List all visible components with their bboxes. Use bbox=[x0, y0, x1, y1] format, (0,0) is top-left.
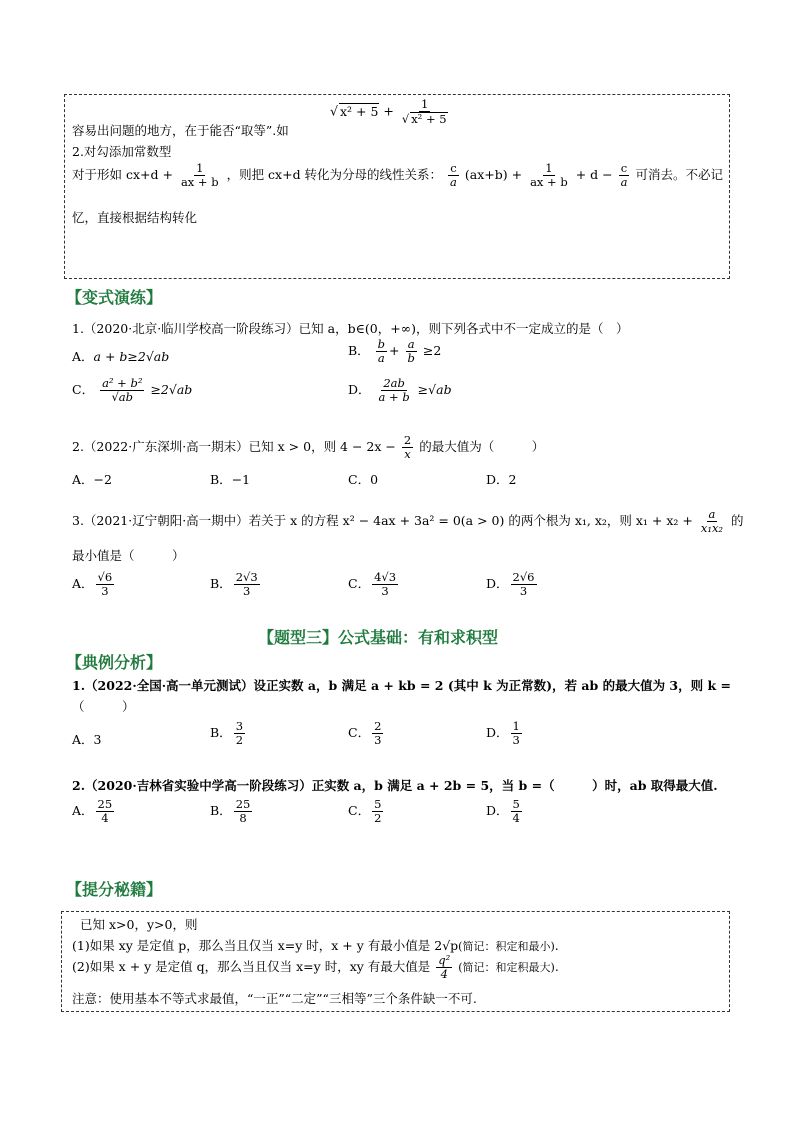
q4-option-b: B． $\frac{3}{2}$ bbox=[210, 719, 244, 748]
q4-option-a: A．3 bbox=[72, 732, 102, 747]
section-title-type3: 【题型三】公式基础：有和求积型 bbox=[258, 628, 499, 647]
q3-option-c: C． $\frac{4√3}{3}$ bbox=[348, 570, 397, 599]
q5-option-b: B． $\frac{25}{8}$ bbox=[210, 797, 251, 826]
box1-line3: 对于形如 cx+d + $\frac{1}{ax + b}$ ，则把 cx+d 转化为分母的线性关系： $\frac{c}{a}$ (ax+b) + $\frac{1}{ax + b}$ + d − $\frac{c}{a}$ 可消去。不必记 bbox=[72, 161, 723, 190]
q5-option-d: D． $\frac{5}{4}$ bbox=[486, 797, 520, 826]
heading-variant-practice: 【变式演练】 bbox=[66, 288, 163, 307]
box1-line4: 忆，直接根据结构转化 bbox=[72, 210, 198, 225]
q5-option-a: A． $\frac{25}{4}$ bbox=[72, 797, 113, 826]
box1-expression: √ x² + 5 + $\frac{1}{\text{√ x² + 5}}$ bbox=[330, 97, 447, 127]
q2-stem: 2.（2022·广东深圳·高一期末）已知 x > 0，则 4 − 2x − $\frac{2}{x}$ 的最大值为（ ） bbox=[72, 433, 545, 462]
q1-option-b: B． $\frac{b}{a}$ + $\frac{a}{b}$ ≥2 bbox=[348, 337, 442, 366]
box2-line2: (1)如果 xy 是定值 p，那么当且仅当 x=y 时，x + y 有最小值是 2√p(简记：积定和最小). bbox=[72, 938, 559, 953]
q4-option-d: D． $\frac{1}{3}$ bbox=[486, 719, 520, 748]
q4-stem-line2: （ ） bbox=[72, 699, 135, 714]
q5-option-c: C． $\frac{5}{2}$ bbox=[348, 797, 382, 826]
q3-stem: 3.（2021·辽宁朝阳·高一期中）若关于 x 的方程 x² − 4ax + 3a² = 0(a > 0) 的两个根为 x₁, x₂，则 x₁ + x₂ + $\frac{a}{\text{x₁x₂}}$ 的 bbox=[72, 507, 744, 536]
box1-line1: 容易出问题的地方，在于能否“取等”.如 bbox=[72, 123, 289, 138]
q4-option-c: C． $\frac{2}{3}$ bbox=[348, 719, 382, 748]
q3-option-a: A． $\frac{√6}{3}$ bbox=[72, 570, 113, 599]
q1-stem: 1.（2020·北京·临川学校高一阶段练习）已知 a，b∈(0，+∞)，则下列各式中不一定成立的是（ ） bbox=[72, 321, 629, 336]
q1-option-c: C． $\frac{\text{a² + b²}}{√ab}$ ≥2√ab bbox=[72, 376, 193, 405]
q5-stem: 2.（2020·吉林省实验中学高一阶段练习）正实数 a，b 满足 a + 2b = 5，当 b =（ ）时，ab 取得最大值. bbox=[72, 778, 718, 793]
box2-line4: 注意：使用基本不等式求最值，“一正”“二定”“三相等”三个条件缺一不可. bbox=[72, 991, 477, 1006]
q4-stem: 1.（2022·全国·高一单元测试）设正实数 a，b 满足 a + kb = 2 (其中 k 为正常数)，若 ab 的最大值为 3，则 k = bbox=[72, 678, 731, 693]
q1-option-d: D． $\frac{2ab}{a + b}$ ≥√ab bbox=[348, 376, 452, 405]
box1-line2: 2.对勾添加常数型 bbox=[72, 144, 172, 159]
q3-stem-line2: 最小值是（ ） bbox=[72, 548, 185, 563]
q2-option-b: B．−1 bbox=[210, 472, 251, 487]
heading-example-analysis: 【典例分析】 bbox=[66, 653, 163, 672]
q3-option-d: D． $\frac{2√6}{3}$ bbox=[486, 570, 535, 599]
q2-option-d: D．2 bbox=[486, 472, 517, 487]
q2-option-a: A．−2 bbox=[72, 472, 112, 487]
box2-line1: 已知 x>0，y>0，则 bbox=[80, 917, 198, 932]
q3-option-b: B． $\frac{2√3}{3}$ bbox=[210, 570, 258, 599]
heading-score-tips: 【提分秘籍】 bbox=[66, 880, 163, 899]
q1-option-a: A．a + b≥2√ab bbox=[72, 349, 170, 364]
q2-option-c: C．0 bbox=[348, 472, 379, 487]
box2-line3: (2)如果 x + y 是定值 q，那么当且仅当 x=y 时，xy 有最大值是 $\frac{\text{q²}}{4}$ (简记：和定积最大). bbox=[72, 953, 559, 982]
